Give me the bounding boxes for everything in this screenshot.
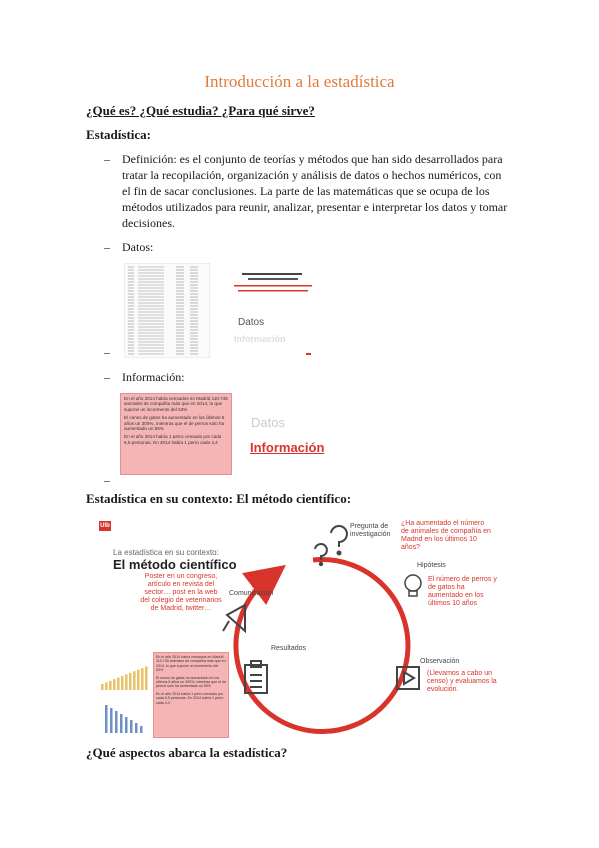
info-paragraph: En el año 2014 había censados en Madrid 110.745 animales de compañía más que en 2014, lo que supone un incremento del 63% <box>124 396 228 412</box>
pregunta-label: Pregunta de investigación <box>350 523 391 538</box>
bullet-dash: – <box>104 345 110 359</box>
page-title: Introducción a la estadística <box>204 72 395 91</box>
resultados-box <box>153 652 229 738</box>
resultados-label: Resultados <box>271 645 307 652</box>
section-heading-que-es: ¿Qué es? ¿Qué estudia? ¿Para qué sirve? <box>86 103 315 118</box>
lightbulb-icon <box>405 575 421 596</box>
observacion-text: (Llevamos a cabo un censo) y evaluamos la evolución. <box>427 670 497 693</box>
info-paragraph: En el año 2014 había 1 perro censado por cada 6,5 personas. En 2014 había 1 perro cada 4,4 <box>124 434 222 445</box>
pregunta-text: ¿Ha aumentado el número de animales de compañía en Madrid en los últimos 10 años? <box>401 520 491 551</box>
bullet-dash: – <box>104 370 110 384</box>
informacion-thumbnail <box>120 393 340 478</box>
section-heading-aspectos: ¿Qué aspectos abarca la estadística? <box>86 745 288 760</box>
result-paragraph: En el año 2014 había 1 perro censado por cada 6,5 personas. En 2014 había 1 perro cada 4,4 <box>156 691 224 705</box>
observacion-label: Observación <box>420 658 460 665</box>
result-paragraph: El censo de gatos ha aumentado en los últimos 5 años un 300%, mientras que el de perros solo ha aumentado un 55% <box>156 675 226 689</box>
thumb2-informacion-text: Información <box>250 440 325 455</box>
hipotesis-text: El número de perros y de gatos ha aumentado en los últimos 10 años <box>428 576 497 607</box>
red-mark <box>306 353 311 355</box>
thumb-informacion-text: Información <box>234 334 286 344</box>
datos-label: Datos: <box>122 240 154 254</box>
estadistica-heading: Estadística: <box>86 127 151 142</box>
thumb-datos-text: Datos <box>238 317 265 328</box>
bullet-dash: – <box>104 152 110 166</box>
comunicacion-label: Comunicación <box>229 590 274 597</box>
logo-badge: UIb <box>100 523 110 529</box>
result-paragraph: En el año 2014 había censados en Madrid 110.745 animales de compañía más que en 2014, lo que supone un incremento del 63% <box>156 655 226 673</box>
thumb2-datos-text: Datos <box>251 415 285 430</box>
results-chart <box>101 666 148 733</box>
datos-table-image <box>234 271 312 301</box>
definition-text: Definición: es el conjunto de teorías y métodos que han sido desarrollados para tratar la recopilación, organización y análisis de datos o hechos numéricos, con el fin de sacar conclusiones. La parte de las matemáticas que se ocupa de los métodos utilizados para reunir, analizar, presentar e interpretar los datos y tomar decisiones. <box>122 152 508 230</box>
bullet-dash: – <box>104 240 110 254</box>
info-paragraph: El censo de gatos ha aumentado en los últimos 5 años un 300%, mientras que el de perros solo ha aumentado un 55% <box>124 415 225 432</box>
informacion-box <box>120 393 232 475</box>
spreadsheet-image <box>124 263 210 358</box>
diagram-subtitle: La estadística en su contexto: <box>113 548 219 557</box>
hipotesis-label: Hipótesis <box>417 562 446 569</box>
metodo-cientifico-diagram <box>95 515 504 740</box>
bullet-dash: – <box>104 473 110 487</box>
comunicacion-text: Poster en un congreso, artículo en revista del sector… post en la web del colegio de veterinarios de Madrid, twitter… <box>140 573 222 612</box>
datos-thumbnail <box>122 263 318 358</box>
diagram-title: El método científico <box>113 557 237 572</box>
informacion-label: Información: <box>122 370 185 384</box>
section-heading-metodo: Estadística en su contexto: El método científico: <box>86 491 352 506</box>
cycle-arrow <box>236 560 408 732</box>
